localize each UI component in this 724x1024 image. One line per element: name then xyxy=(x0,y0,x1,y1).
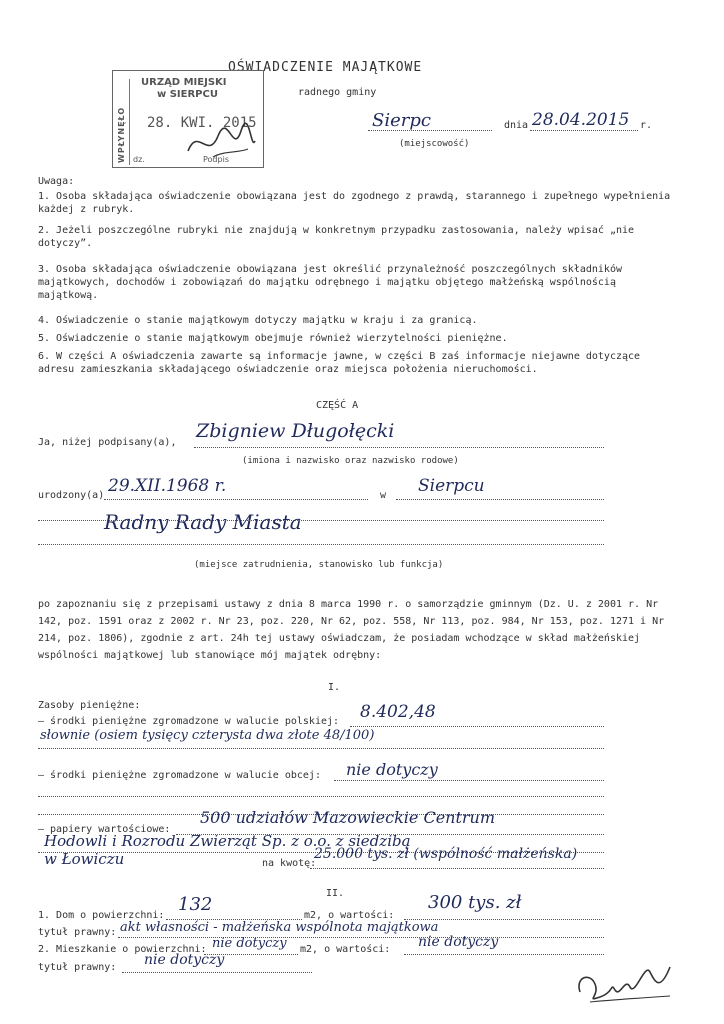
name-dots xyxy=(194,447,604,448)
house-title-dots xyxy=(118,937,604,938)
place-value: Sierpc xyxy=(372,110,431,131)
date-suffix: r. xyxy=(640,120,653,131)
fx-label: – środki pieniężne zgromadzone w walucie obcej: xyxy=(38,770,321,781)
flat-value: nie dotyczy xyxy=(418,934,499,950)
stamp-podpis: Podpis xyxy=(203,155,229,164)
securities-value-2: Hodowli i Rozrodu Zwierząt Sp. z o.o. z siedzibą xyxy=(44,832,411,850)
document-subtitle: radnego gminy xyxy=(298,87,377,98)
house-title-label: tytuł prawny: xyxy=(38,927,117,938)
fx-dots-2 xyxy=(38,796,604,797)
flat-m2-label: m2, o wartości: xyxy=(300,944,391,955)
section1-heading: Zasoby pieniężne: xyxy=(38,700,141,711)
job-dots-2 xyxy=(38,544,604,545)
pln-value: 8.402,48 xyxy=(360,702,436,722)
document-title: OŚWIADCZENIE MAJĄTKOWE xyxy=(228,60,423,75)
note-4: 4. Oświadczenie o stanie majątkowym dotyczy majątku w kraju i za granicą. xyxy=(38,315,478,326)
note-5: 5. Oświadczenie o stanie majątkowym obejmuje również wierzytelności pieniężne. xyxy=(38,333,508,344)
job-dots-1 xyxy=(38,520,604,521)
notes-heading: Uwaga: xyxy=(38,176,75,187)
date-value: 28.04.2015 xyxy=(532,110,630,130)
note-3: 3. Osoba składająca oświadczenie obowiązana jest określić przynależność poszczególnych składników majątkowych, dochodów i zobowiązań do majątku odrębnego i majątku objętego małżeńską wspólnością majątkową. xyxy=(38,264,622,301)
born-place-dots xyxy=(396,499,604,500)
securities-amount-dots xyxy=(310,868,604,869)
section2-roman: II. xyxy=(326,888,345,899)
ja-label: Ja, niżej podpisany(a), xyxy=(38,437,177,448)
pln-dots xyxy=(350,726,604,727)
stamp-dz: dz. xyxy=(133,155,145,164)
name-value: Zbigniew Długołęcki xyxy=(196,420,395,442)
statement: po zapoznaniu się z przepisami ustawy z dnia 8 marca 1990 r. o samorządzie gminnym (Dz. U. z 2001 r. Nr 142, poz. 1591 oraz z 2002 r. Nr 23, poz. 220, Nr 62, poz. 558, Nr 113, poz. 984, Nr 153, poz. 1271 i Nr 214, poz. 1806), zgodnie z art. 24h tej ustawy oświadczam, że posiadam wchodzące w skład małżeńskiej wspólności majątkowej lub stanowiące mój majątek odrębny: xyxy=(38,599,665,661)
securities-label: – papiery wartościowe: xyxy=(38,824,171,835)
fx-value: nie dotyczy xyxy=(346,760,438,779)
stamp-side xyxy=(115,79,130,165)
job-value: Radny Rady Miasta xyxy=(104,510,302,534)
born-in-label: w xyxy=(380,490,387,501)
born-dots xyxy=(104,499,368,500)
born-place: Sierpcu xyxy=(418,476,485,496)
part-a-heading: CZĘŚĆ A xyxy=(316,400,359,411)
house-title-value: akt własności - małżeńska wspólnota majątkowa xyxy=(120,920,439,935)
stamp-office: URZĄD MIEJSKI xyxy=(141,77,227,88)
received-stamp xyxy=(112,70,264,168)
pln-label: – środki pieniężne zgromadzone w walucie polskiej: xyxy=(38,716,340,727)
pln-words-dots xyxy=(38,748,604,749)
flat-title-dots xyxy=(122,972,312,973)
date-prefix: dnia xyxy=(504,120,529,131)
note-2: 2. Jeżeli poszczególne rubryki nie znajdują w konkretnym przypadku zastosowania, należy wpisać „nie dotyczy”. xyxy=(38,225,635,249)
name-caption: (imiona i nazwisko oraz nazwisko rodowe) xyxy=(242,456,459,466)
date-dots xyxy=(530,130,638,131)
house-m2-label: m2, o wartości: xyxy=(304,910,395,921)
stamp-city: w SIERPCU xyxy=(157,89,218,100)
securities-amount-label: na kwotę: xyxy=(262,858,317,869)
signature-icon xyxy=(570,952,680,1012)
flat-label: 2. Mieszkanie o powierzchni: xyxy=(38,944,207,955)
note-1: 1. Osoba składająca oświadczenie obowiązana jest do zgodnego z prawdą, starannego i zupełnego wypełnienia każdej z rubryk. xyxy=(38,191,671,215)
stamp-signature-icon xyxy=(183,121,258,165)
securities-amount-value: 25.000 tys. zł (wspólność małżeńska) xyxy=(314,846,578,862)
flat-title-value: nie dotyczy xyxy=(144,952,225,968)
house-area: 132 xyxy=(178,894,213,915)
job-caption: (miejsce zatrudnienia, stanowisko lub funkcja) xyxy=(194,560,444,570)
stamp-side-text: WPŁYNĘŁO xyxy=(117,106,126,163)
flat-area: nie dotyczy xyxy=(212,936,287,951)
house-label: 1. Dom o powierzchni: xyxy=(38,910,165,921)
stamp-date: 28. KWI. 2015 xyxy=(147,115,257,131)
flat-title-label: tytuł prawny: xyxy=(38,962,117,973)
securities-value-3: w Łowiczu xyxy=(44,850,125,868)
place-caption: (miejscowość) xyxy=(399,139,470,149)
fx-dots xyxy=(334,780,604,781)
house-value: 300 tys. zł xyxy=(428,892,522,913)
section1-roman: I. xyxy=(328,682,341,693)
pln-words: słownie (osiem tysięcy czterysta dwa złote 48/100) xyxy=(40,728,375,743)
born-value: 29.XII.1968 r. xyxy=(108,476,227,496)
place-dots xyxy=(368,130,492,131)
securities-value-1: 500 udziałów Mazowieckie Centrum xyxy=(200,808,496,827)
note-6: 6. W części A oświadczenia zawarte są informacje jawne, w części B zaś informacje niejawne dotyczące adresu zamieszkania składającego oświadczenie oraz miejsca położenia nieruchomości. xyxy=(38,351,641,375)
born-label: urodzony(a) xyxy=(38,490,105,501)
